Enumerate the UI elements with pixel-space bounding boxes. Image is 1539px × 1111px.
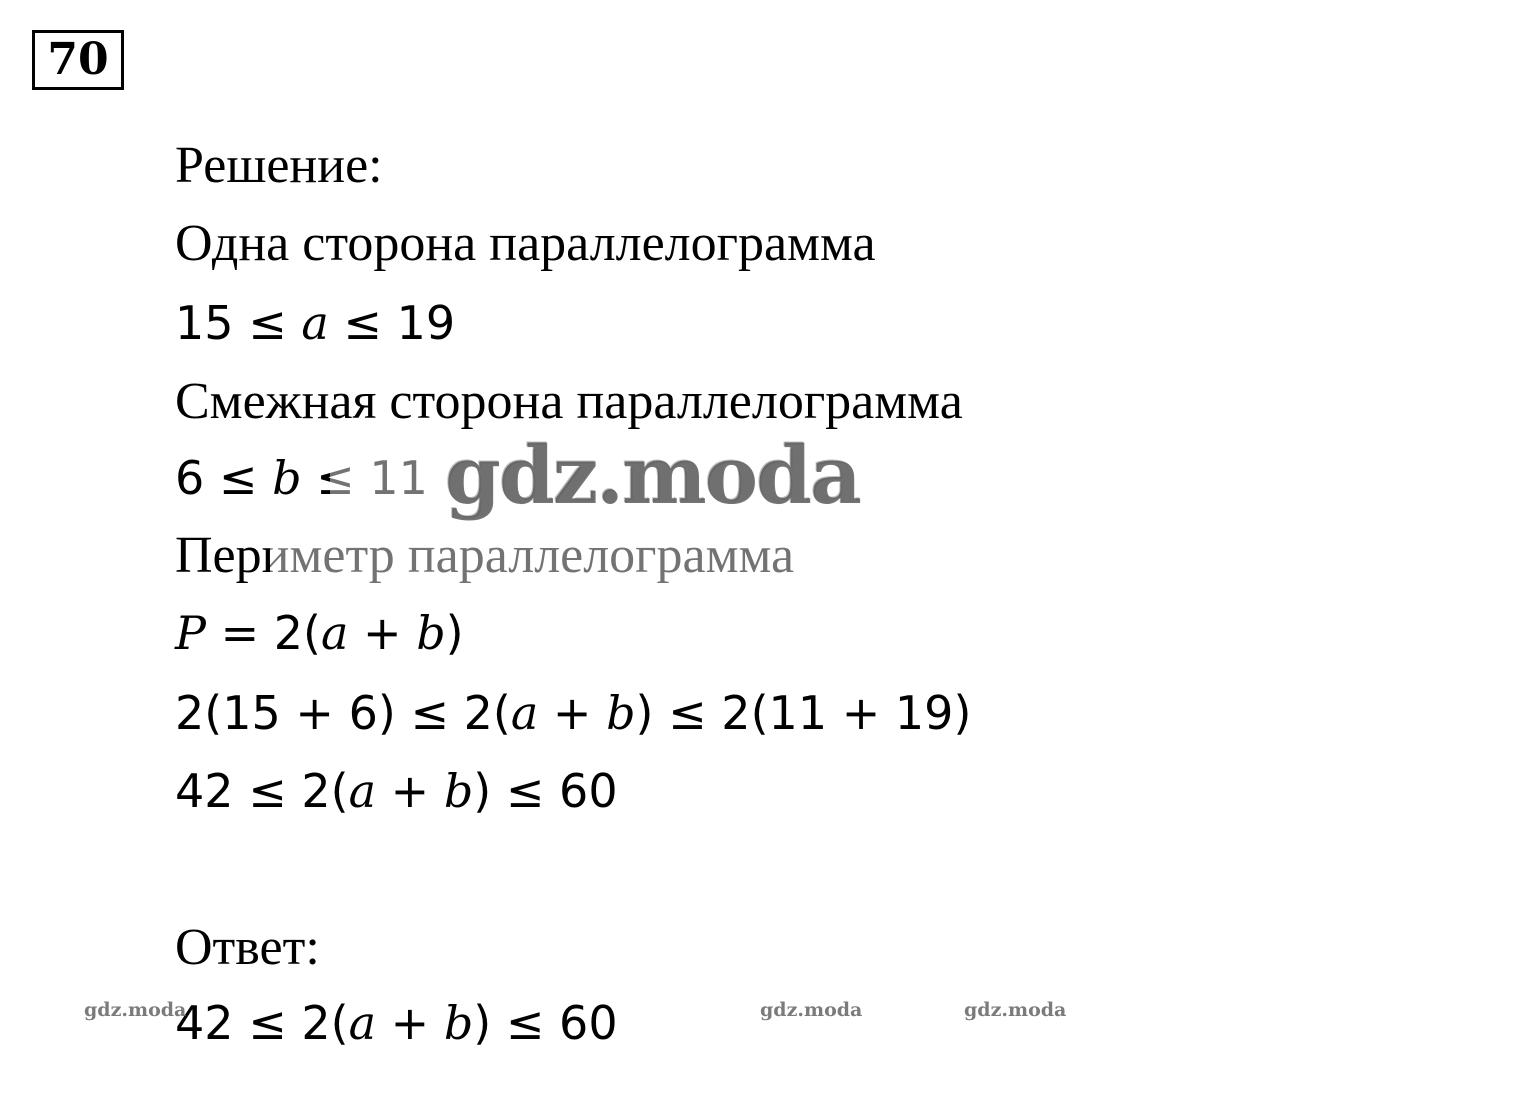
bound-result: 42 ≤ 2(a + b) ≤ 60 xyxy=(175,764,618,818)
solution-label: Решение: xyxy=(175,137,383,194)
bound-calc: 2(15 + 6) ≤ 2(a + b) ≤ 2(11 + 19) xyxy=(175,686,972,740)
side-a-text: Одна сторона параллелограмма xyxy=(175,215,876,272)
watermark-main: gdz.moda xyxy=(445,428,860,522)
problem-number: 70 xyxy=(32,30,124,90)
watermark-small-middle: gdz.moda xyxy=(760,999,863,1021)
watermark-small-left: gdz.moda xyxy=(84,999,187,1021)
answer-label: Ответ: xyxy=(175,919,320,976)
side-b-text: Смежная сторона параллелограмма xyxy=(175,373,963,430)
perimeter-text: Периметр параллелограмма xyxy=(175,527,795,584)
answer-value: 42 ≤ 2(a + b) ≤ 60 xyxy=(175,996,618,1050)
watermark-fade-bottom xyxy=(270,535,870,590)
perimeter-formula: P = 2(a + b) xyxy=(175,606,464,660)
watermark-small-right: gdz.moda xyxy=(964,999,1067,1021)
side-a-range: 15 ≤ a ≤ 19 xyxy=(175,296,456,350)
side-b-range: 6 ≤ b ≤ 11 xyxy=(175,451,428,505)
watermark-fade-top xyxy=(330,455,450,515)
